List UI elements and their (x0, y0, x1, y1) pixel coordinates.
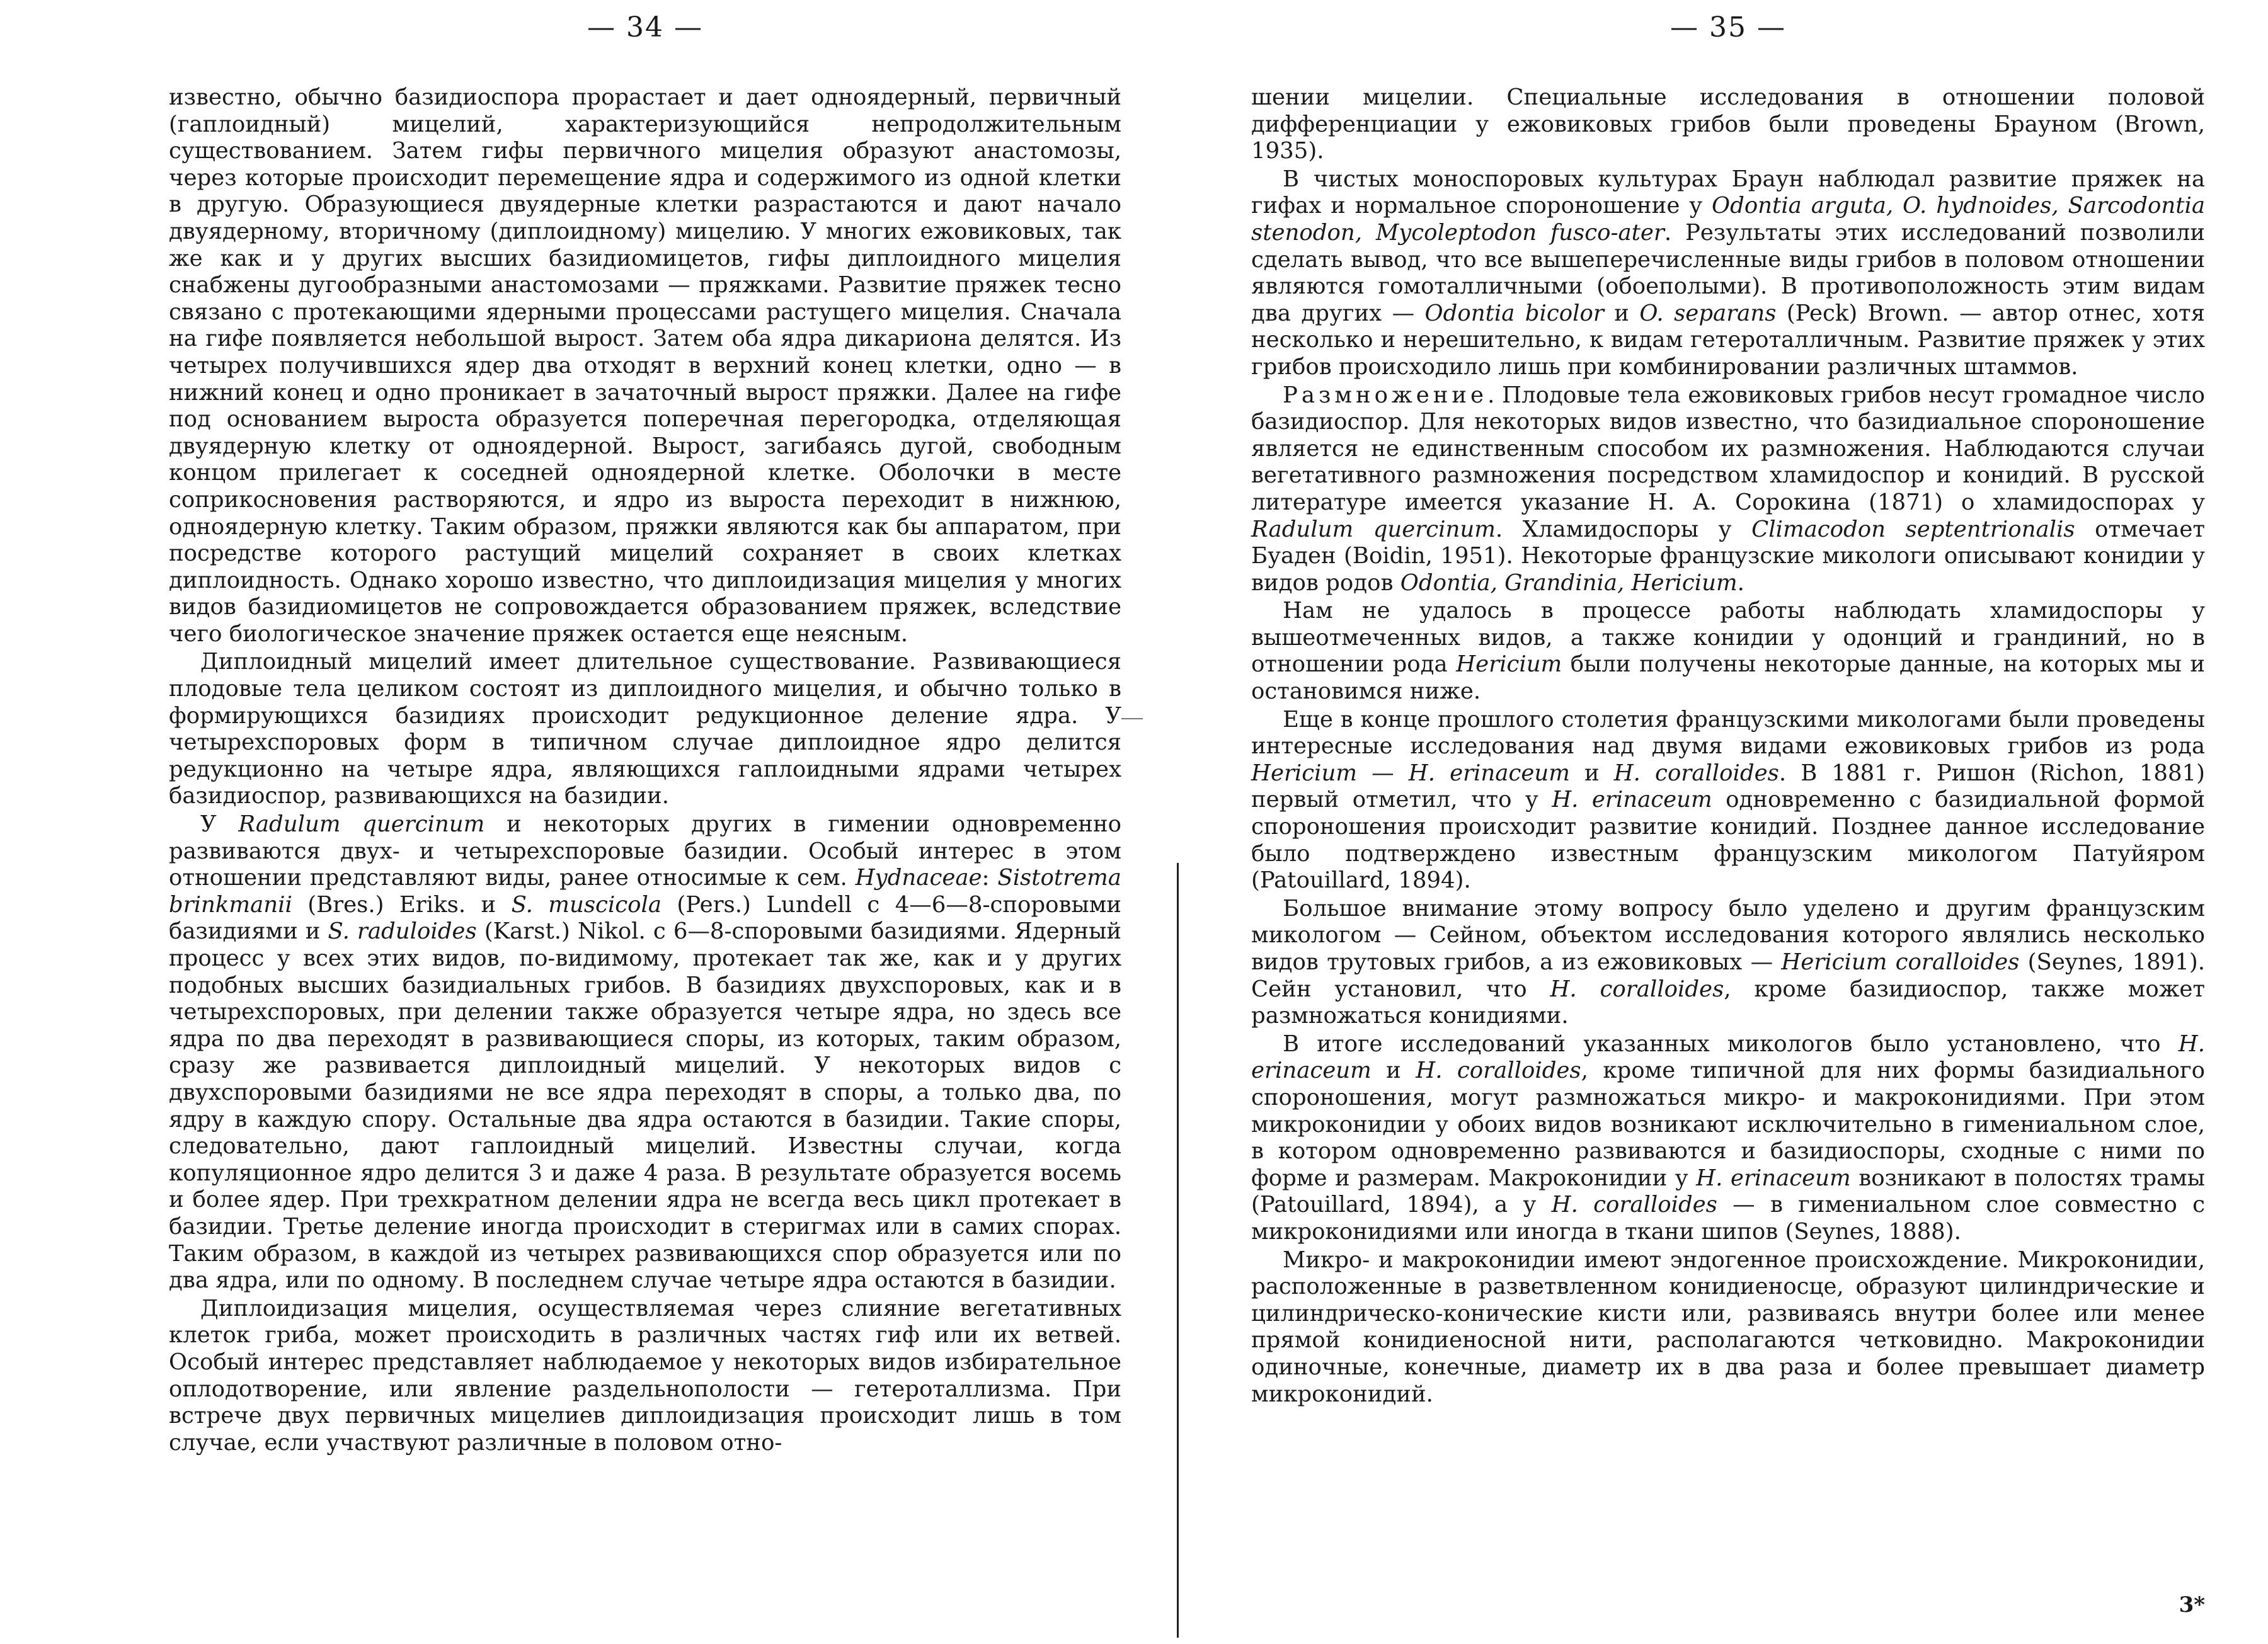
right-page-number: — 35 — (1670, 11, 1786, 43)
italic-taxon: O. separans (1639, 300, 1777, 326)
paragraph (169, 649, 1121, 810)
paragraph (169, 1296, 1121, 1457)
text-run: отмечает Буаден (Boidin, 1951). Некоторые французские микологи описывают конидии у видов родов (1251, 516, 2205, 596)
text-run: : (982, 865, 998, 891)
text-run: . В 1881 г. Ришон (Richon, 1881) первый отметил, что у (1251, 760, 2205, 813)
paragraph (1251, 1247, 2205, 1408)
right-page (1251, 0, 2205, 1644)
text-run: Диплоидный мицелий имеет длительное существование. Развивающиеся плодовые тела целиком состоят из диплоидного мицелия, и обычно только в формирующихся базидиях происходит редукционное деление ядра. У четырехспоровых форм в типичном случае диплоидное ядро делится редукционно на четыре ядра, являющихся гаплоидными ядрами четырех базидиоспор, развивающихся на базидии. (169, 649, 1121, 809)
italic-taxon: H. erinaceum (1251, 1030, 2205, 1084)
paragraph (1251, 382, 2205, 597)
text-run: (Bres.) Eriks. и (292, 891, 512, 918)
paragraph (1251, 896, 2205, 1030)
text-run: . Хламидоспоры у (1495, 516, 1752, 542)
text-run: Диплоидизация мицелия, осуществляемая через слияние вегетативных клеток гриба, может происходить в различных частях гиф или их ветвей. Особый интерес представляет наблюдаемое у некоторых видов избирательное оплодотворение, или явление раздельнополости — гетероталлизма. При встрече двух первичных мицелиев диплоидизация происходит лишь в том случае, если участвуют различные в половом отно- (169, 1295, 1121, 1456)
italic-taxon: Sistotrema brinkmanii (169, 865, 1121, 918)
italic-taxon: H. erinaceum (1552, 787, 1712, 813)
text-run: шении мицелии. Специальные исследования в отношении половой дифференциации у ежовиковых грибов были проведены Брауном (Brown, 1935). (1251, 84, 2205, 164)
text-run: В чистых моноспоровых культурах Браун наблюдал развитие пряжек на гифах и нормальное спороношение у (1251, 166, 2205, 219)
paragraph (1251, 84, 2205, 165)
italic-taxon: Odontia arguta, O. hydnoides, Sarcodontia stenodon, Mycoleptodon fusco-ater (1251, 193, 2205, 246)
text-run: были получены некоторые данные, на которых мы и остановимся ниже. (1251, 651, 2206, 705)
text-run: (Pers.) Lundell с 4—6—8-споровыми базидиями и (169, 891, 1121, 945)
text-run: и (1603, 300, 1640, 326)
text-run: — в гимениальном слое совместно с микроконидиями или иногда в ткани шипов (Seynes, 1888). (1251, 1192, 2205, 1245)
italic-taxon: Hydnaceae (855, 865, 982, 891)
italic-taxon: H. erinaceum (1696, 1165, 1851, 1191)
text-run: Большое внимание этому вопросу было уделено и другим французским микологом — Сейном, объектом исследования которого являлись несколько видов трутовых грибов, а из ежовиковых — (1251, 895, 2205, 975)
binding-gutter-line (1177, 863, 1179, 1638)
italic-taxon: Hericium — H. erinaceum (1251, 760, 1570, 786)
italic-taxon: Climacodon septentrionalis (1751, 516, 2075, 542)
text-run: и (1569, 760, 1614, 786)
text-run: У (200, 811, 239, 838)
text-run: Нам не удалось в процессе работы наблюдать хламидоспоры у вышеотмеченных видов, а также конидии у одонций и грандиний, но в отношении рода (1251, 598, 2205, 678)
text-run: Еще в конце прошлого столетия французскими микологами были проведены интересные исследования над двумя видами ежовиковых грибов из рода (1251, 706, 2205, 760)
section-heading: Размножение (1283, 382, 1488, 408)
italic-taxon: Odontia bicolor (1424, 300, 1604, 326)
paragraph (169, 84, 1121, 648)
left-page (169, 0, 1121, 1644)
text-run: Микро- и макроконидии имеют эндогенное происхождение. Микроконидии, расположенные в разветвленном конидиеносце, образуют цилиндрические и цилиндрическо-конические кисти или, развиваясь внутри более или менее прямой конидиеносной нити, располагаются четковидно. Макроконидии одиночные, конечные, диаметр их в два раза и более превышает диаметр микроконидий. (1251, 1247, 2205, 1407)
italic-taxon: Hericium coralloides (1781, 949, 2020, 975)
paragraph (169, 811, 1121, 1294)
italic-taxon: Hericium (1456, 651, 1562, 678)
paragraph (1251, 598, 2205, 705)
italic-taxon: Radulum quercinum (1251, 516, 1496, 542)
right-page-text (1251, 84, 2205, 1409)
text-run: В итоге исследований указанных микологов было установлено, что (1283, 1030, 2179, 1057)
text-run: известно, обычно базидиоспора прорастает и дает одноядерный, первичный (гаплоидный) мицелий, характеризующийся непродолжительным существованием. Затем гифы первичного мицелия образуют анастомозы, через которые происходит перемещение ядра и содержимого из одной клетки в другую. Образующиеся двуядерные клетки разрастаются и дают начало двуядерному, вторичному (диплоидному) мицелию. У многих ежовиковых, так же как и у других высших базидиомицетов, гифы диплоидного мицелия снабжены дугообразными анастомозами — пряжками. Развитие пряжек тесно связано с протекающими ядерными процессами растущего мицелия. Сначала на гифе появляется небольшой вырост. Затем оба ядра дикариона делятся. Из четырех получившихся ядер два отходят в верхний конец клетки, одно — в нижний конец и одно проникает в зачаточный вырост пряжки. Далее на гифе под основанием выроста образуется поперечная перегородка, отделяющая двуядерную клетку от одноядерной. Вырост, загибаясь дугой, свободным концом прилегает к соседней одноядерной клетке. Оболочки в месте соприкосновения растворяются, и ядро из выроста переходит в нижнюю, одноядерную клетку. Таким образом, пряжки являются как бы аппаратом, при посредстве которого растущий мицелий сохраняет в своих клетках диплоидность. Однако хорошо известно, что диплоидизация мицелия у многих видов базидиомицетов не сопровождается образованием пряжек, вследствие чего биологическое значение пряжек остается еще неясным. (169, 84, 1121, 647)
text-run: возникают в полостях трамы (Patouillard, 1894), а у (1251, 1165, 2206, 1218)
text-run: , кроме типичной для них формы базидиального спороношения, могут размножаться микро- и макроконидиями. При этом микроконидии у обоих видов возникают исключительно в гимениальном слое, в котором одновременно развиваются и базидиоспоры, сходные с ними по форме и размерам. Макроконидии у (1251, 1058, 2206, 1191)
paragraph (1251, 166, 2205, 381)
gutter-mark (1121, 718, 1143, 719)
text-run: . Плодовые тела ежовиковых грибов несут громадное число базидиоспор. Для некоторых видов известно, что базидиальное спороношение является не единственным способом их размножения. Наблюдаются случаи вегетативного размножения посредством хламидоспор и конидий. В русской литературе имеется указание Н. А. Сорокина (1871) о хламидоспорах у (1251, 382, 2205, 515)
paragraph (1251, 707, 2205, 894)
italic-taxon: Odontia, Grandinia, Hericium (1400, 569, 1738, 596)
italic-taxon: H. coralloides (1551, 1192, 1717, 1218)
paragraph (1251, 1031, 2205, 1246)
text-run: . Результаты этих исследований позволили сделать вывод, что все вышеперечисленные виды грибов в половом отношении являются гомоталличными (обоеполыми). В противоположность этим видам два других — (1251, 219, 2205, 326)
italic-taxon: Radulum quercinum (238, 811, 485, 838)
italic-taxon: S. raduloides (328, 918, 477, 945)
text-run: (Seynes, 1891). Сейн установил, что (1251, 949, 2205, 1002)
italic-taxon: S. muscicola (511, 891, 662, 918)
left-page-number: — 34 — (587, 11, 703, 43)
text-run: (Peck) Brown. — автор отнес, хотя несколько и нерешительно, к видам гетероталличным. Развитие пряжек у этих грибов происходило лишь при комбинировании различных штаммов. (1251, 300, 2205, 380)
text-run: и некоторых других в гимении одновременно развиваются двух- и четырехспоровые базидии. Особый интерес в этом отношении представляют виды, ранее относимые к сем. (169, 811, 1121, 891)
italic-taxon: H. coralloides (1613, 760, 1779, 786)
text-run: , кроме базидиоспор, также может размножаться конидиями. (1251, 976, 2206, 1029)
text-run: (Karst.) Nikol. с 6—8-споровыми базидиями. Ядерный процесс у всех этих видов, по-видимому, протекает так же, как и у других подобных высших базидиальных грибов. В базидиях двухспоровых, как и в четырехспоровых, при делении также образуется четыре ядра, но здесь все ядра по два переходят в развивающиеся споры, из которых, таким образом, сразу же развивается диплоидный мицелий. У некоторых видов с двухспоровыми базидиями не все ядра переходят в споры, а только два, по ядру в каждую спору. Остальные два ядра остаются в базидии. Такие споры, следовательно, дают гаплоидный мицелий. Известны случаи, когда копуляционное ядро делится 3 и даже 4 раза. В результате образуется восемь и более ядер. При трехкратном делении ядра не всегда весь цикл протекает в базидии. Третье деление иногда происходит в стеригмах или в самих спорах. Таким образом, в каждой из четырех развивающихся спор образуется или по два ядра, или по одному. В последнем случае четыре ядра остаются в базидии. (169, 918, 1121, 1294)
text-run: и (1371, 1058, 1416, 1084)
text-run: одновременно с базидиальной формой спороношения происходит развитие конидий. Позднее данное исследование было подтверждено известным французским микологом Патуйяром (Patouillard, 1894). (1251, 787, 2205, 894)
text-run: . (1737, 569, 1744, 596)
signature-mark: 3* (2179, 1592, 2205, 1618)
left-page-text (169, 84, 1121, 1458)
italic-taxon: H. coralloides (1416, 1058, 1581, 1084)
italic-taxon: H. coralloides (1550, 976, 1724, 1002)
